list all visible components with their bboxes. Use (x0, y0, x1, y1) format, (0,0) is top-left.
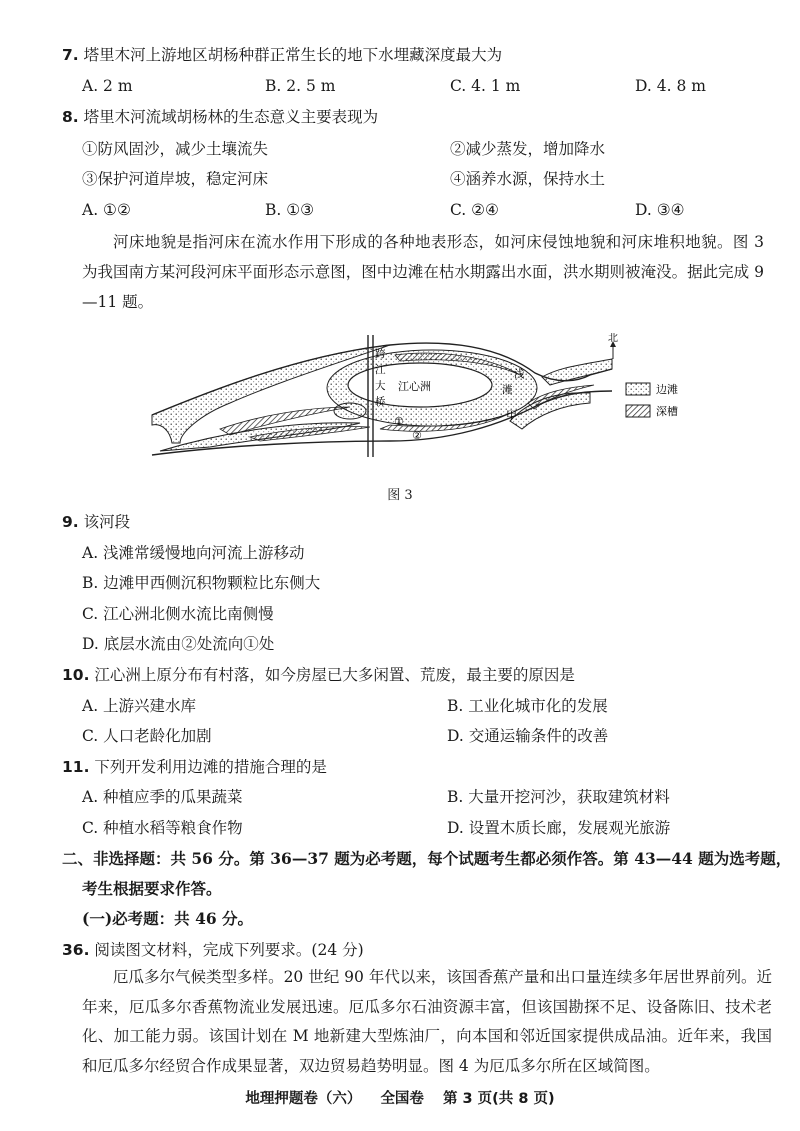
section2-heading: 二、非选择题：共 56 分。第 36—37 题为必考题，每个试题考生都必须作答。第 43—44 题为选考题， (62, 849, 792, 868)
q36-passage: 厄瓜多尔气候类型多样。20 世纪 90 年代以来，该国香蕉产量和出口量连续多年居世界前列。近年来，厄瓜多尔香蕉物流业发展迅速。厄瓜多尔石油资源丰富，但该国勘探不足、设备陈旧、技术老化、加工能力弱。该国计划在 M 地新建大型炼油厂，向本国和邻近国家提供成品油。近年来，我国和厄瓜多尔经贸合作成果显著，双边贸易趋势明显。图 4 为厄瓜多尔所在区域简图。 (82, 968, 772, 1075)
q8-option-c: C. ②④ (450, 201, 499, 219)
q7-option-b: B. 2. 5 m (265, 77, 336, 95)
q10-option-c: C. 人口老龄化加剧 (82, 727, 212, 745)
q10-option-b: B. 工业化城市化的发展 (447, 697, 608, 715)
q9-option-d: D. 底层水流由②处流向①处 (82, 635, 275, 653)
q10-option-a: A. 上游兴建水库 (82, 697, 197, 715)
point-jia: 甲 (506, 409, 517, 422)
footer-title: 地理押题卷（六） (245, 1091, 362, 1107)
footer-scope: 全国卷 (380, 1091, 424, 1107)
q9-option-b: B. 边滩甲西侧沉积物颗粒比东侧大 (82, 574, 321, 592)
q9-stem: 该河段 (83, 513, 131, 531)
legend-shoal-label: 边滩 (656, 383, 678, 396)
q8-stem-line (62, 106, 378, 128)
figure-3-caption: 图 3 (387, 488, 413, 503)
q9-number: 9. (62, 513, 79, 531)
q9-option-a: A. 浅滩常缓慢地向河流上游移动 (82, 544, 305, 562)
bridge-label-1: 跨 (375, 348, 386, 360)
point-2: ② (412, 429, 422, 442)
point-1: ① (394, 415, 404, 428)
q8-item-2: ②减少蒸发，增加降水 (450, 140, 606, 158)
q7-stem-line (62, 44, 502, 66)
q8-option-b: B. ①③ (265, 201, 315, 219)
q8-item-1: ①防风固沙，减少土壤流失 (82, 140, 269, 158)
q7-stem: 塔里木河上游地区胡杨种群正常生长的地下水埋藏深度最大为 (83, 46, 503, 64)
figure-3-river-map (150, 333, 695, 461)
bridge-label-3: 大 (375, 380, 386, 392)
bridge-label-2: 江 (375, 364, 386, 376)
shoal-label-2: 滩 (502, 384, 513, 396)
shoal-east-north (542, 359, 612, 385)
q11-stem: 下列开发利用边滩的措施合理的是 (94, 758, 327, 776)
q11-stem-line (62, 756, 327, 778)
island-label: 江心洲 (398, 380, 431, 393)
q11-option-a: A. 种植应季的瓜果蔬菜 (82, 788, 243, 806)
q9-stem-line (62, 511, 130, 533)
legend-channel-swatch (626, 405, 650, 417)
north-label: 北 (608, 333, 618, 344)
q10-stem: 江心洲上原分布有村落，如今房屋已大多闲置、荒废，最主要的原因是 (94, 666, 575, 684)
q10-stem-line (62, 664, 575, 686)
q11-option-c: C. 种植水稻等粮食作物 (82, 819, 243, 837)
q11-option-d: D. 设置木质长廊，发展观光旅游 (447, 819, 671, 837)
passage-9-11: 河床地貌是指河床在流水作用下形成的各种地表形态，如河床侵蚀地貌和河床堆积地貌。图 3 为我国南方某河段河床平面形态示意图，图中边滩在枯水期露出水面，洪水期则被淹没。据此完成 9—11 题。 (82, 233, 764, 311)
q8-option-a: A. ①② (82, 201, 131, 219)
q8-item-3: ③保护河道岸坡，稳定河床 (82, 170, 269, 188)
q7-option-c: C. 4. 1 m (450, 77, 521, 95)
section2-sub: (一)必考题：共 46 分。 (82, 909, 254, 928)
q7-option-d: D. 4. 8 m (635, 77, 706, 95)
q7-option-a: A. 2 m (82, 77, 133, 95)
q11-option-b: B. 大量开挖河沙，获取建筑材料 (447, 788, 670, 806)
legend-channel-label: 深槽 (656, 405, 678, 418)
q8-option-d: D. ③④ (635, 201, 685, 219)
q10-number: 10. (62, 666, 90, 684)
small-shoal (334, 403, 366, 419)
bridge-label-4: 桥 (375, 396, 386, 408)
q9-option-c: C. 江心洲北侧水流比南侧慢 (82, 605, 274, 623)
q36-stem-line (62, 939, 364, 961)
q7-number: 7. (62, 46, 79, 64)
legend-shoal-swatch (626, 383, 650, 395)
q8-number: 8. (62, 108, 79, 126)
q10-option-d: D. 交通运输条件的改善 (447, 727, 609, 745)
q11-number: 11. (62, 758, 90, 776)
q36-number: 36. (62, 941, 90, 959)
footer-page: 第 3 页(共 8 页) (443, 1091, 555, 1107)
q36-stem: 阅读图文材料，完成下列要求。(24 分) (94, 941, 364, 959)
shoal-label-1: 浅 (514, 368, 525, 380)
q8-item-4: ④涵养水源，保持水土 (450, 170, 606, 188)
section2-heading-cont: 考生根据要求作答。 (82, 879, 222, 898)
q8-stem: 塔里木河流域胡杨林的生态意义主要表现为 (83, 108, 379, 126)
page-footer (0, 1087, 800, 1108)
